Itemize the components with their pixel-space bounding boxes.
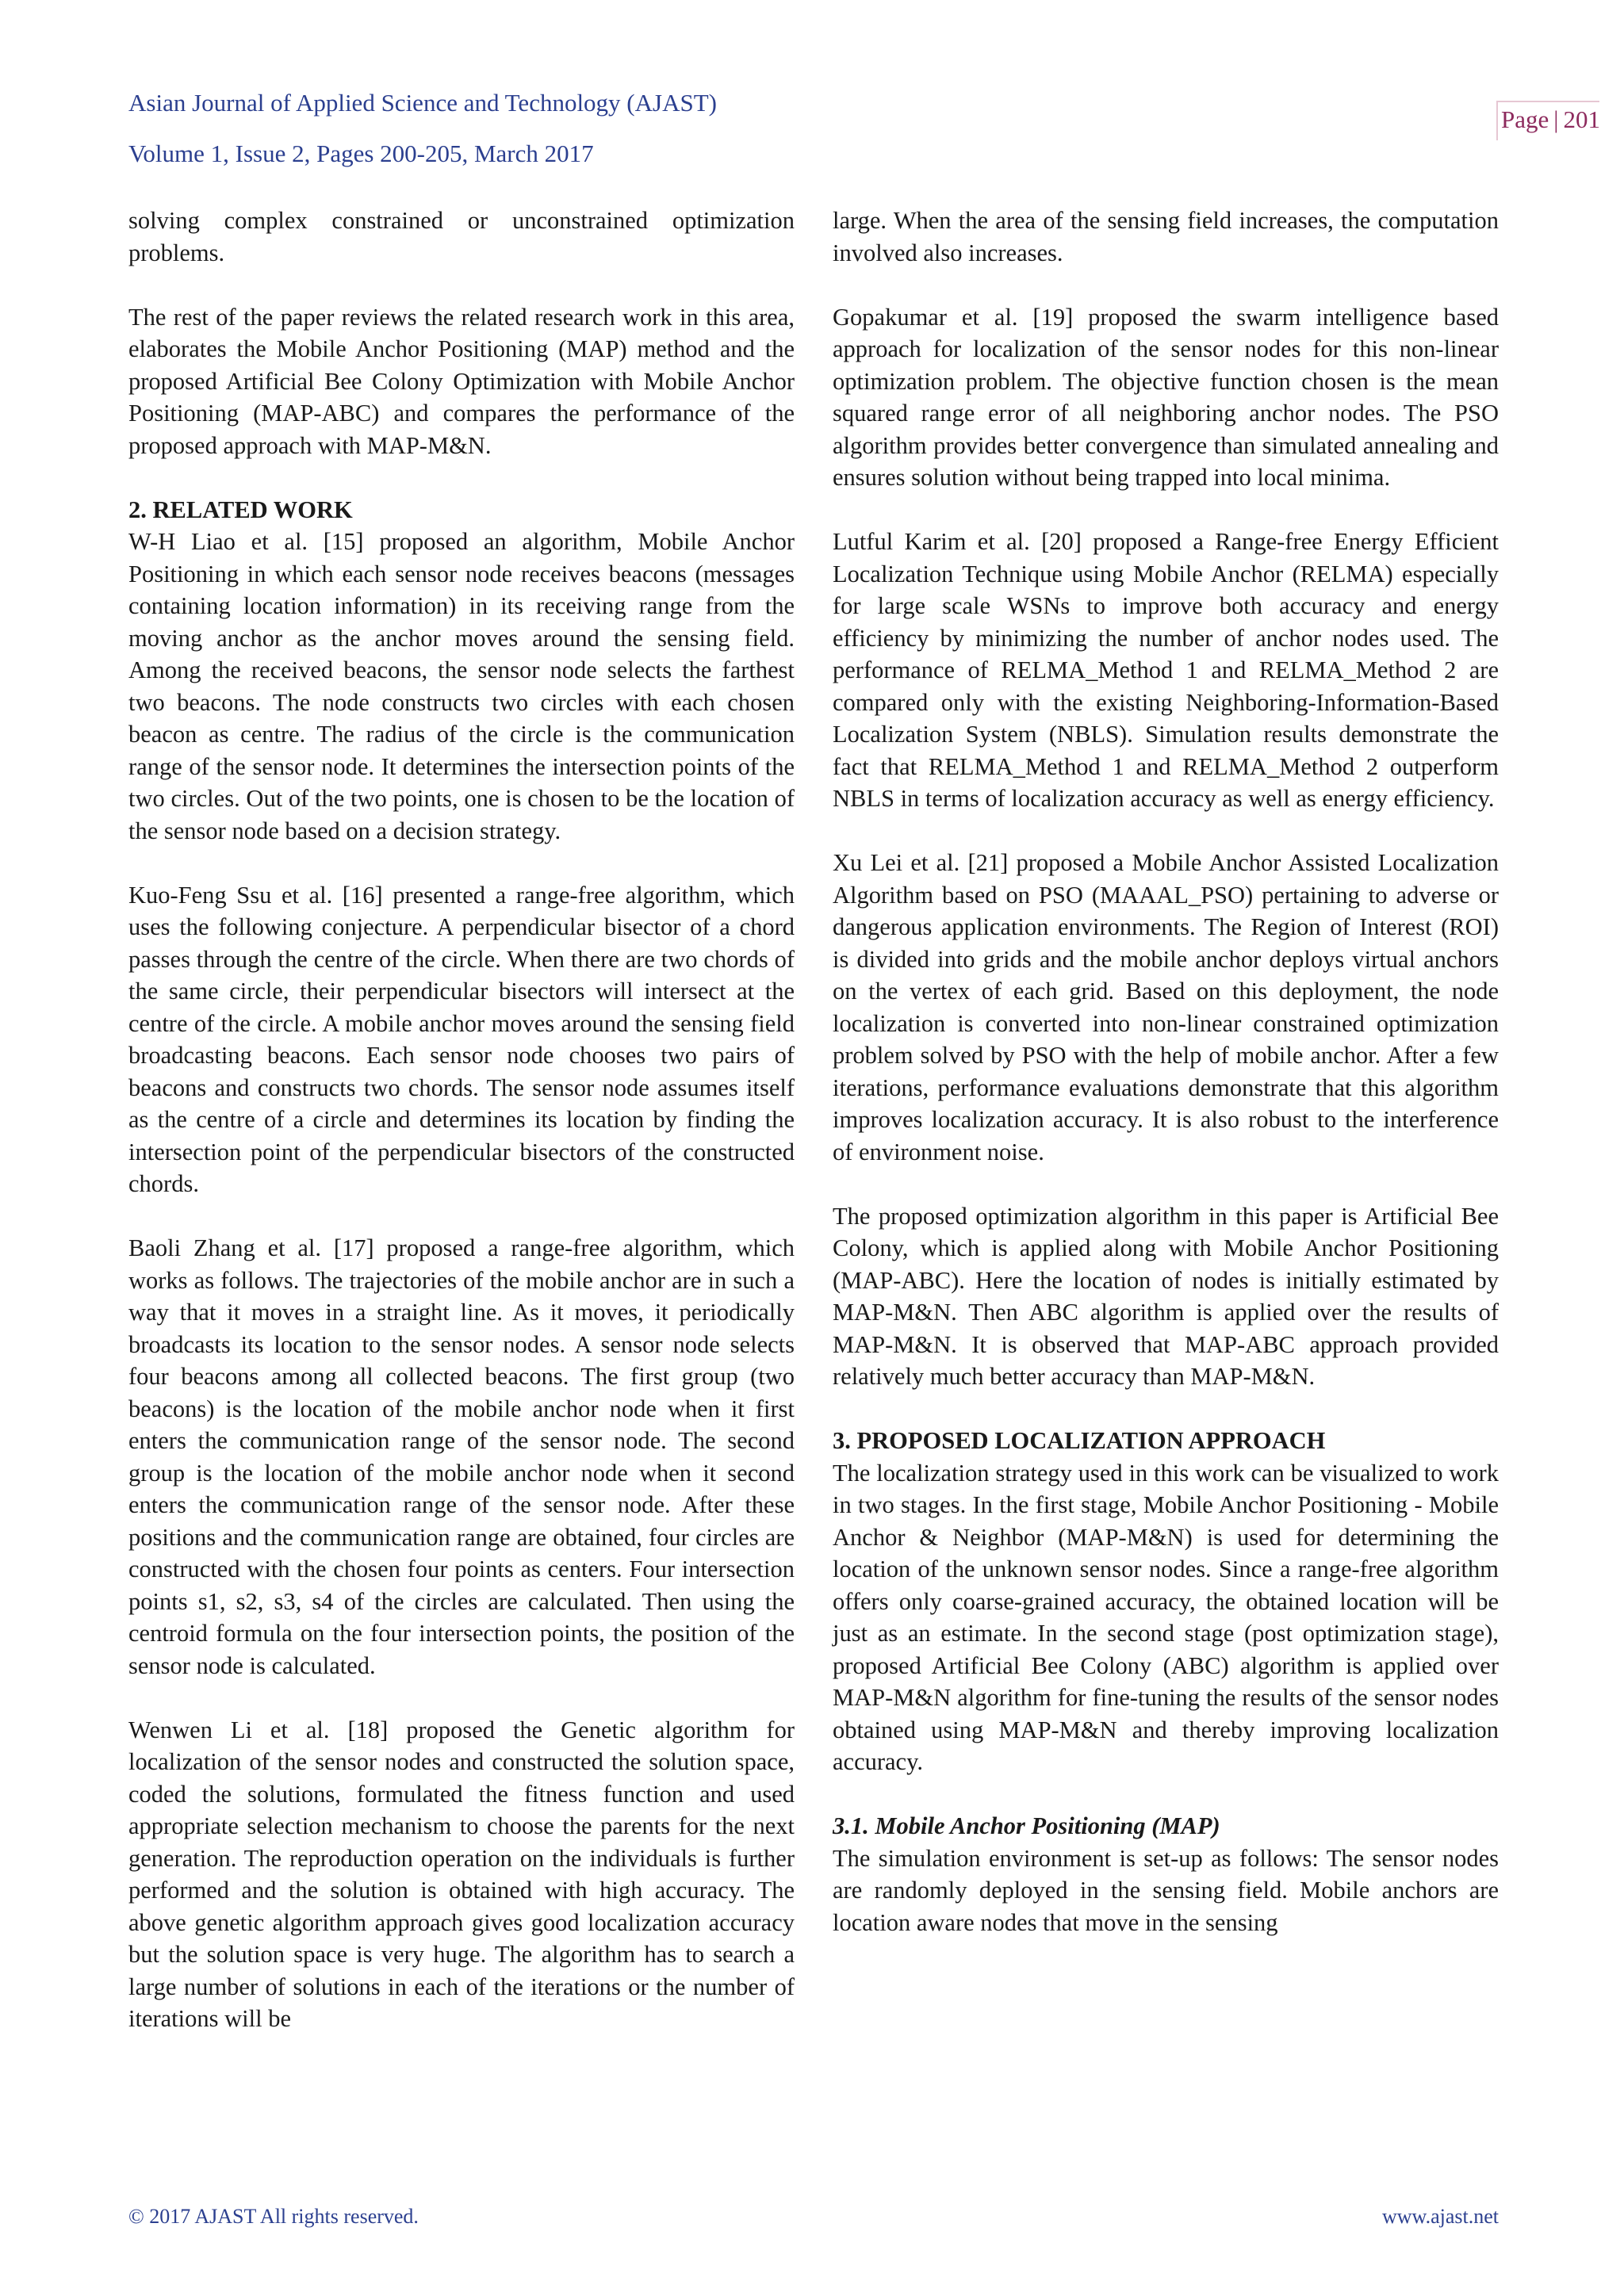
paragraph: Lutful Karim et al. [20] proposed a Range-free Energy Efficient Localization Technique using Mobile Anchor (RELMA) especially for large scale WSNs to improve both accuracy and energy efficiency by minimizing the number of anchor nodes used. The performance of RELMA_Method 1 and RELMA_Method 2 are compared only with the existing Neighboring-Information-Based Localization System (NBLS). Simulation results demonstrate the fact that RELMA_Method 1 and RELMA_Method 2 outperform NBLS in terms of localization accuracy as well as energy efficiency. (833, 528, 1499, 812)
journal-title: Asian Journal of Applied Science and Technology (AJAST) (128, 89, 717, 117)
footer-copyright: © 2017 AJAST All rights reserved. (128, 2205, 419, 2228)
paragraph: Xu Lei et al. [21] proposed a Mobile Anchor Assisted Localization Algorithm based on PSO (MAAAL_PSO) pertaining to adverse or dangerous application environments. The Region of Interest (ROI) is divided into grids and the mobile anchor deploys virtual anchors on the vertex of each grid. Based on this deployment, the node localization is converted into non-linear constrained optimization problem solved by PSO with the help of mobile anchor. After a few iterations, performance evaluations demonstrate that this algorithm improves localization accuracy. It is also robust to the interference of environment noise. (833, 849, 1499, 1165)
section-heading-related-work: 2. RELATED WORK (128, 496, 353, 523)
journal-volume: Volume 1, Issue 2, Pages 200-205, March 2017 (128, 140, 594, 167)
page-number: 201 (1563, 105, 1600, 133)
page-number-box (1496, 101, 1599, 140)
paragraph: The localization strategy used in this work can be visualized to work in two stages. In the first stage, Mobile Anchor Positioning - Mobile Anchor & Neighbor (MAP-M&N) is used for determining the location of the unknown sensor nodes. Since a range-free algorithm offers only coarse-grained accuracy, the obtained location will be just as an estimate. In the second stage (post optimization stage), proposed Artificial Bee Colony (ABC) algorithm is applied over MAP-M&N algorithm for fine-tuning the results of the sensor nodes obtained using MAP-M&N and thereby improving localization accuracy. (833, 1459, 1499, 1775)
paragraph: Kuo-Feng Ssu et al. [16] presented a range-free algorithm, which uses the following conjecture. A perpendicular bisector of a chord passes through the centre of the circle. When there are two chords of the same circle, their perpendicular bisectors will intersect at the centre of the circle. A mobile anchor moves around the sensing field broadcasting beacons. Each sensor node chooses two pairs of beacons and constructs two chords. The sensor node assumes itself as the centre of a circle and determines its location by finding the intersection point of the perpendicular bisectors of the constructed chords. (128, 881, 795, 1197)
paragraph: The proposed optimization algorithm in this paper is Artificial Bee Colony, which is applied along with Mobile Anchor Positioning (MAP-ABC). Here the location of nodes is initially estimated by MAP-M&N. Then ABC algorithm is applied over the results of MAP-M&N. It is observed that MAP-ABC approach provided relatively much better accuracy than MAP-M&N. (833, 1202, 1499, 1390)
footer-website-link[interactable]: www.ajast.net (1381, 2205, 1499, 2228)
paragraph: Gopakumar et al. [19] proposed the swarm intelligence based approach for localization of the sensor nodes for this non-linear optimization problem. The objective function chosen is the mean squared range error of all neighboring anchor nodes. The PSO algorithm provides better convergence than simulated annealing and ensures solution without being trapped into local minima. (833, 303, 1499, 491)
right-column (833, 205, 1499, 1938)
page-label: Page (1501, 105, 1549, 133)
paragraph: Wenwen Li et al. [18] proposed the Genetic algorithm for localization of the sensor nodes and constructed the solution space, coded the solutions, formulated the fitness function and used appropriate selection mechanism to choose the parents for the next generation. The reproduction operation on the individuals is further performed and the solution is obtained with high accuracy. The above genetic algorithm approach gives good localization accuracy but the solution space is very huge. The algorithm has to search a large number of solutions in each of the iterations or the number of iterations will be (128, 1716, 795, 2032)
page-separator: | (1553, 105, 1559, 133)
paragraph: Baoli Zhang et al. [17] proposed a range-free algorithm, which works as follows. The trajectories of the mobile anchor are in such a way that it moves in a straight line. As it moves, it periodically broadcasts its location to the sensor nodes. A sensor node selects four beacons among all collected beacons. The first group (two beacons) is the location of the mobile anchor node when it first enters the communication range of the sensor node. The second group is the location of the mobile anchor node when it second enters the communication range of the sensor node. After these positions and the communication range are obtained, four circles are constructed with the chosen four points as centers. Four intersection points s1, s2, s3, s4 of the circles are calculated. Then using the centroid formula on the four intersection points, the position of the sensor node is calculated. (128, 1234, 795, 1679)
section-heading-proposed-approach: 3. PROPOSED LOCALIZATION APPROACH (833, 1427, 1326, 1454)
paragraph: large. When the area of the sensing field increases, the computation involved also increases. (833, 207, 1499, 266)
paragraph: W-H Liao et al. [15] proposed an algorithm, Mobile Anchor Positioning in which each sensor node receives beacons (messages containing location information) in its receiving range from the moving anchor as the anchor moves around the sensing field. Among the received beacons, the sensor node selects the farthest two beacons. The node constructs two circles with each chosen beacon as centre. The radius of the circle is the communication range of the sensor node. It determines the intersection points of the two circles. Out of the two points, one is chosen to be the location of the sensor node based on a decision strategy. (128, 528, 795, 844)
left-column (128, 205, 795, 2035)
paragraph: The rest of the paper reviews the related research work in this area, elaborates the Mobile Anchor Positioning (MAP) method and the proposed Artificial Bee Colony Optimization with Mobile Anchor Positioning (MAP-ABC) and compares the performance of the proposed approach with MAP-M&N. (128, 303, 795, 459)
subsection-heading-map: 3.1. Mobile Anchor Positioning (MAP) (833, 1812, 1220, 1839)
paragraph: The simulation environment is set-up as follows: The sensor nodes are randomly deployed in the sensing field. Mobile anchors are location aware nodes that move in the sensing (833, 1844, 1499, 1936)
paragraph: solving complex constrained or unconstrained optimization problems. (128, 207, 795, 266)
